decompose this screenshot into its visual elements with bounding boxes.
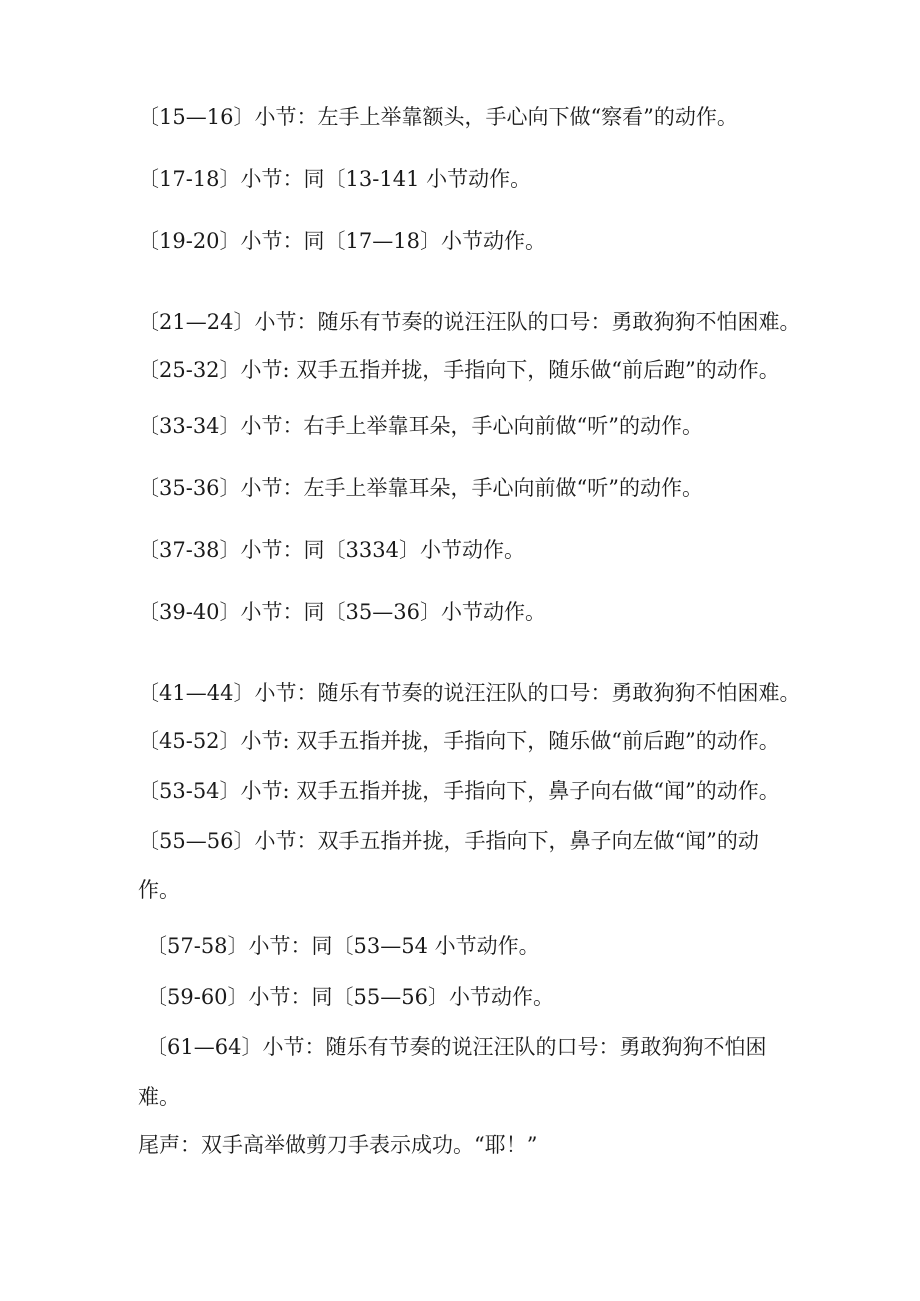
text-line-53-54: 〔53-54〕小节: 双手五指并拢，手指向下，鼻子向右做“闻”的动作。 (138, 779, 780, 803)
text-line-25-32: 〔25-32〕小节: 双手五指并拢，手指向下，随乐做“前后跑”的动作。 (138, 358, 780, 382)
text-line-35-36: 〔35-36〕小节：左手上举靠耳朵，手心向前做“听”的动作。 (138, 476, 704, 500)
text-line-61-64: 〔61—64〕小节：随乐有节奏的说汪汪队的口号：勇敢狗狗不怕困 (146, 1035, 767, 1059)
text-line-57-58: 〔57-58〕小节：同〔53—54 小节动作。 (146, 934, 540, 958)
text-line-ending: 尾声：双手高举做剪刀手表示成功。“耶！” (138, 1133, 538, 1157)
text-line-61-64-cont: 难。 (138, 1085, 180, 1109)
text-line-33-34: 〔33-34〕小节：右手上举靠耳朵，手心向前做“听”的动作。 (138, 414, 704, 438)
text-line-55-56: 〔55—56〕小节：双手五指并拢，手指向下，鼻子向左做“闻”的动 (138, 829, 759, 853)
text-line-39-40: 〔39-40〕小节：同〔35—36〕小节动作。 (138, 600, 546, 624)
text-line-41-44: 〔41—44〕小节：随乐有节奏的说汪汪队的口号：勇敢狗狗不怕困难。 (138, 681, 801, 705)
text-line-17-18: 〔17-18〕小节：同〔13-141 小节动作。 (138, 167, 532, 191)
text-line-37-38: 〔37-38〕小节：同〔3334〕小节动作。 (138, 538, 525, 562)
text-line-59-60: 〔59-60〕小节：同〔55—56〕小节动作。 (146, 985, 554, 1009)
text-line-55-56-cont: 作。 (138, 878, 180, 902)
text-line-45-52: 〔45-52〕小节: 双手五指并拢，手指向下，随乐做“前后跑”的动作。 (138, 729, 780, 753)
text-line-15-16: 〔15—16〕小节：左手上举靠额头，手心向下做“察看”的动作。 (138, 105, 738, 129)
text-line-19-20: 〔19-20〕小节：同〔17—18〕小节动作。 (138, 229, 546, 253)
text-line-21-24: 〔21—24〕小节：随乐有节奏的说汪汪队的口号：勇敢狗狗不怕困难。 (138, 310, 801, 334)
